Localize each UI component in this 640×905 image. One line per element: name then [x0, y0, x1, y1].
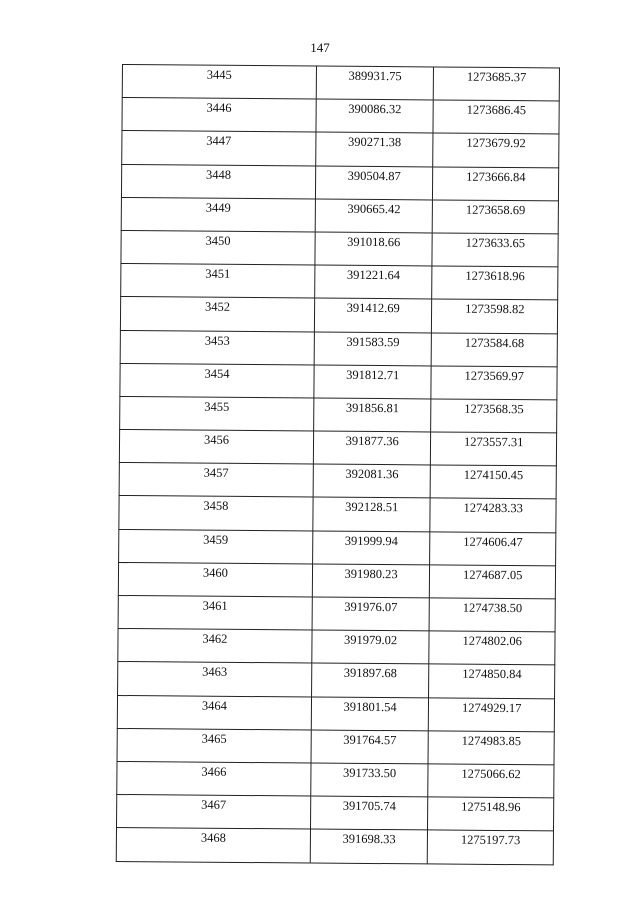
- x-coordinate-cell: 392081.36: [313, 464, 431, 498]
- table-row: [117, 728, 554, 765]
- point-id-cell: 3464: [117, 695, 311, 730]
- point-id-cell: 3449: [121, 197, 315, 232]
- x-coordinate-cell: 392128.51: [313, 497, 431, 531]
- x-coordinate-cell: 391764.57: [311, 730, 429, 764]
- point-id-cell: 3448: [121, 164, 315, 199]
- y-coordinate-cell: 1274802.06: [429, 631, 555, 665]
- point-id-cell: 3453: [120, 330, 314, 365]
- table-row: [121, 164, 558, 201]
- x-coordinate-cell: 390504.87: [315, 166, 433, 200]
- y-coordinate-cell: 1274606.47: [430, 532, 556, 566]
- table-row: [120, 330, 557, 367]
- table-row: [118, 595, 555, 632]
- x-coordinate-cell: 391698.33: [310, 829, 428, 863]
- point-id-cell: 3455: [120, 396, 314, 431]
- y-coordinate-cell: 1273658.69: [433, 200, 559, 234]
- y-coordinate-cell: 1275066.62: [428, 764, 554, 798]
- y-coordinate-cell: 1273679.92: [433, 133, 559, 167]
- point-id-cell: 3454: [120, 363, 314, 398]
- page-number: 147: [310, 40, 330, 55]
- x-coordinate-cell: 391979.02: [312, 630, 430, 664]
- y-coordinate-cell: 1275197.73: [428, 830, 554, 864]
- point-id-cell: 3447: [122, 131, 316, 166]
- y-coordinate-cell: 1274687.05: [430, 565, 556, 599]
- table-row: [119, 496, 556, 533]
- point-id-cell: 3450: [121, 230, 315, 265]
- x-coordinate-cell: 391412.69: [314, 298, 432, 332]
- x-coordinate-cell: 391018.66: [315, 232, 433, 266]
- table-row: [118, 662, 555, 699]
- x-coordinate-cell: 390665.42: [315, 199, 433, 233]
- table-row: [122, 131, 559, 168]
- table-row: [120, 363, 557, 400]
- x-coordinate-cell: 391583.59: [314, 332, 432, 366]
- table-row: [119, 463, 556, 500]
- y-coordinate-cell: 1275148.96: [428, 797, 554, 831]
- y-coordinate-cell: 1273557.31: [431, 432, 557, 466]
- x-coordinate-cell: 391705.74: [310, 796, 428, 830]
- point-id-cell: 3465: [117, 728, 311, 763]
- y-coordinate-cell: 1273568.35: [431, 399, 557, 433]
- table-row: [121, 230, 558, 267]
- x-coordinate-cell: 391856.81: [313, 398, 431, 432]
- table-row: [119, 529, 556, 566]
- x-coordinate-cell: 391733.50: [311, 763, 429, 797]
- point-id-cell: 3456: [119, 430, 313, 465]
- x-coordinate-cell: 390271.38: [316, 132, 434, 166]
- table-row: [120, 297, 557, 334]
- x-coordinate-cell: 391980.23: [312, 564, 430, 598]
- point-id-cell: 3462: [118, 629, 312, 664]
- y-coordinate-cell: 1274983.85: [428, 731, 554, 765]
- point-id-cell: 3463: [118, 662, 312, 697]
- x-coordinate-cell: 391976.07: [312, 597, 430, 631]
- point-id-cell: 3457: [119, 463, 313, 498]
- y-coordinate-cell: 1273598.82: [432, 299, 558, 333]
- point-id-cell: 3458: [119, 496, 313, 531]
- y-coordinate-cell: 1274283.33: [430, 498, 556, 532]
- y-coordinate-cell: 1274738.50: [429, 598, 555, 632]
- x-coordinate-cell: 391999.94: [312, 531, 430, 565]
- table-row: [116, 828, 553, 865]
- y-coordinate-cell: 1274150.45: [431, 465, 557, 499]
- x-coordinate-cell: 389931.75: [316, 66, 434, 100]
- point-id-cell: 3452: [120, 297, 314, 332]
- table-row: [117, 695, 554, 732]
- table-row: [117, 761, 554, 798]
- point-id-cell: 3459: [119, 529, 313, 564]
- point-id-cell: 3445: [122, 65, 316, 100]
- point-id-cell: 3446: [122, 98, 316, 133]
- point-id-cell: 3451: [121, 264, 315, 299]
- table-row: [119, 430, 556, 467]
- x-coordinate-cell: 391812.71: [314, 365, 432, 399]
- y-coordinate-cell: 1274929.17: [429, 697, 555, 731]
- y-coordinate-cell: 1273686.45: [433, 100, 559, 134]
- table-row: [121, 197, 558, 234]
- table-row: [122, 65, 559, 102]
- x-coordinate-cell: 391877.36: [313, 431, 431, 465]
- table-row: [118, 629, 555, 666]
- point-id-cell: 3460: [118, 562, 312, 597]
- y-coordinate-cell: 1273666.84: [433, 167, 559, 201]
- table-row: [117, 795, 554, 832]
- y-coordinate-cell: 1273685.37: [434, 67, 560, 101]
- table-row: [120, 396, 557, 433]
- y-coordinate-cell: 1273584.68: [432, 332, 558, 366]
- point-id-cell: 3467: [117, 795, 311, 830]
- y-coordinate-cell: 1274850.84: [429, 664, 555, 698]
- coordinates-table: [116, 64, 560, 865]
- y-coordinate-cell: 1273633.65: [432, 233, 558, 267]
- point-id-cell: 3461: [118, 595, 312, 630]
- table-row: [121, 264, 558, 301]
- x-coordinate-cell: 391897.68: [311, 663, 429, 697]
- x-coordinate-cell: 391221.64: [315, 265, 433, 299]
- table-body: [116, 65, 559, 865]
- y-coordinate-cell: 1273618.96: [432, 266, 558, 300]
- table-row: [122, 98, 559, 135]
- x-coordinate-cell: 391801.54: [311, 697, 429, 731]
- x-coordinate-cell: 390086.32: [316, 99, 434, 133]
- table-row: [118, 562, 555, 599]
- y-coordinate-cell: 1273569.97: [431, 366, 557, 400]
- point-id-cell: 3466: [117, 761, 311, 796]
- point-id-cell: 3468: [116, 828, 310, 863]
